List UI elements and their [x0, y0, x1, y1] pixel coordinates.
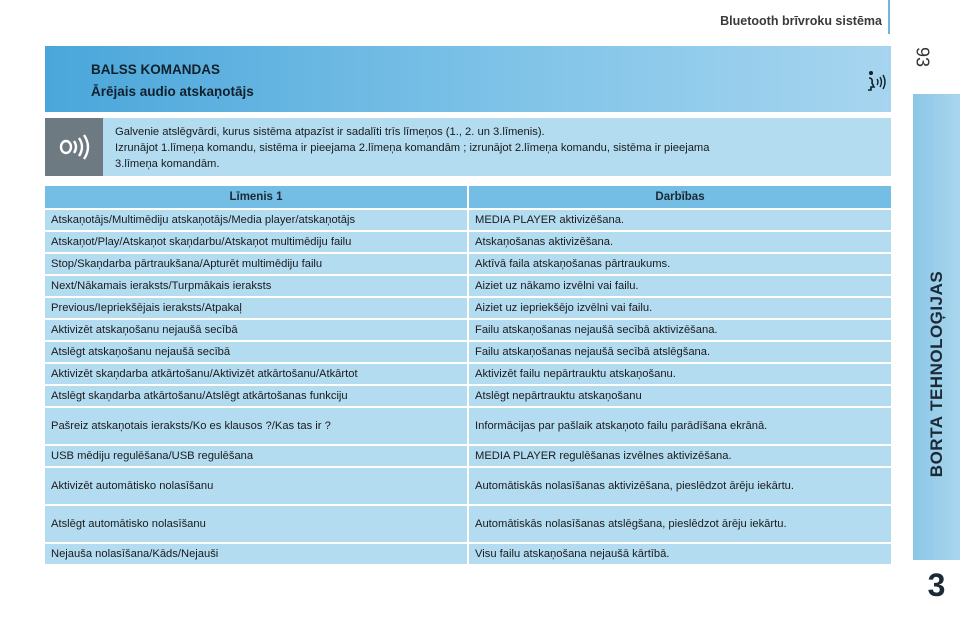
- info-box: [45, 118, 891, 176]
- info-icon-box: [45, 118, 103, 176]
- command-cell: Stop/Skaņdarba pārtraukšana/Apturēt multimēdiju failu: [45, 254, 469, 274]
- info-text: [115, 124, 885, 172]
- table-row: [45, 320, 891, 340]
- column-header-actions: Darbības: [469, 186, 891, 208]
- page-number: 93: [912, 46, 933, 68]
- page-header: Bluetooth brīvroku sistēma: [720, 14, 882, 28]
- side-tab-label: BORTA TEHNOLOĢIJAS: [926, 270, 946, 478]
- section-title: BALSS KOMANDAS: [91, 62, 221, 77]
- action-cell: Automātiskās nolasīšanas atslēgšana, pieslēdzot ārēju iekārtu.: [469, 506, 891, 542]
- table-header-row: [45, 186, 891, 208]
- table-row: [45, 468, 891, 504]
- action-cell: Automātiskās nolasīšanas aktivizēšana, pieslēdzot ārēju iekārtu.: [469, 468, 891, 504]
- command-cell: Nejauša nolasīšana/Kāds/Nejauši: [45, 544, 469, 564]
- command-cell: Atskaņot/Play/Atskaņot skaņdarbu/Atskaņot multimēdiju failu: [45, 232, 469, 252]
- action-cell: Atslēgt nepārtrauktu atskaņošanu: [469, 386, 891, 406]
- table-row: [45, 342, 891, 362]
- voice-command-icon: [863, 68, 889, 94]
- column-header-level: Līmenis 1: [45, 186, 469, 208]
- command-cell: Aktivizēt atskaņošanu nejaušā secībā: [45, 320, 469, 340]
- action-cell: Aiziet uz nākamo izvēlni vai failu.: [469, 276, 891, 296]
- action-cell: MEDIA PLAYER aktivizēšana.: [469, 210, 891, 230]
- table-row: [45, 408, 891, 444]
- info-line: Izrunājot 1.līmeņa komandu, sistēma ir pieejama 2.līmeņa komandām ; izrunājot 2.līmeņa komandu, sistēma ir pieejama: [115, 142, 710, 154]
- command-cell: Next/Nākamais ieraksts/Turpmākais ieraksts: [45, 276, 469, 296]
- section-subtitle: Ārējais audio atskaņotājs: [91, 84, 254, 99]
- command-cell: USB mēdiju regulēšana/USB regulēšana: [45, 446, 469, 466]
- command-cell: Aktivizēt automātisko nolasīšanu: [45, 468, 469, 504]
- table-row: [45, 232, 891, 252]
- title-band: [45, 46, 891, 112]
- action-cell: Informācijas par pašlaik atskaņoto failu parādīšana ekrānā.: [469, 408, 891, 444]
- command-cell: Previous/Iepriekšējais ieraksts/Atpakaļ: [45, 298, 469, 318]
- side-tab: [913, 94, 960, 560]
- action-cell: Aktīvā faila atskaņošanas pārtraukums.: [469, 254, 891, 274]
- command-cell: Pašreiz atskaņotais ieraksts/Ko es klausos ?/Kas tas ir ?: [45, 408, 469, 444]
- table-row: [45, 544, 891, 564]
- table-row: [45, 210, 891, 230]
- table-row: [45, 506, 891, 542]
- voice-commands-table: [45, 184, 891, 566]
- action-cell: MEDIA PLAYER regulēšanas izvēlnes aktivizēšana.: [469, 446, 891, 466]
- speaker-sound-icon: [57, 134, 91, 160]
- table-row: [45, 364, 891, 384]
- command-cell: Atslēgt automātisko nolasīšanu: [45, 506, 469, 542]
- command-cell: Atslēgt atskaņošanu nejaušā secībā: [45, 342, 469, 362]
- header-rule: [888, 0, 890, 34]
- action-cell: Atskaņošanas aktivizēšana.: [469, 232, 891, 252]
- chapter-number: 3: [927, 566, 946, 603]
- info-line: Galvenie atslēgvārdi, kurus sistēma atpazīst ir sadalīti trīs līmeņos (1., 2. un 3.līmenis).: [115, 126, 545, 138]
- table-row: [45, 276, 891, 296]
- table-row: [45, 386, 891, 406]
- action-cell: Failu atskaņošanas nejaušā secībā aktivizēšana.: [469, 320, 891, 340]
- table-row: [45, 446, 891, 466]
- command-cell: Atskaņotājs/Multimēdiju atskaņotājs/Media player/atskaņotājs: [45, 210, 469, 230]
- info-line: 3.līmeņa komandām.: [115, 158, 220, 170]
- action-cell: Failu atskaņošanas nejaušā secībā atslēgšana.: [469, 342, 891, 362]
- action-cell: Aktivizēt failu nepārtrauktu atskaņošanu.: [469, 364, 891, 384]
- action-cell: Aiziet uz iepriekšējo izvēlni vai failu.: [469, 298, 891, 318]
- command-cell: Atslēgt skaņdarba atkārtošanu/Atslēgt atkārtošanas funkciju: [45, 386, 469, 406]
- action-cell: Visu failu atskaņošana nejaušā kārtībā.: [469, 544, 891, 564]
- command-cell: Aktivizēt skaņdarba atkārtošanu/Aktivizēt atkārtošanu/Atkārtot: [45, 364, 469, 384]
- table-row: [45, 254, 891, 274]
- table-row: [45, 298, 891, 318]
